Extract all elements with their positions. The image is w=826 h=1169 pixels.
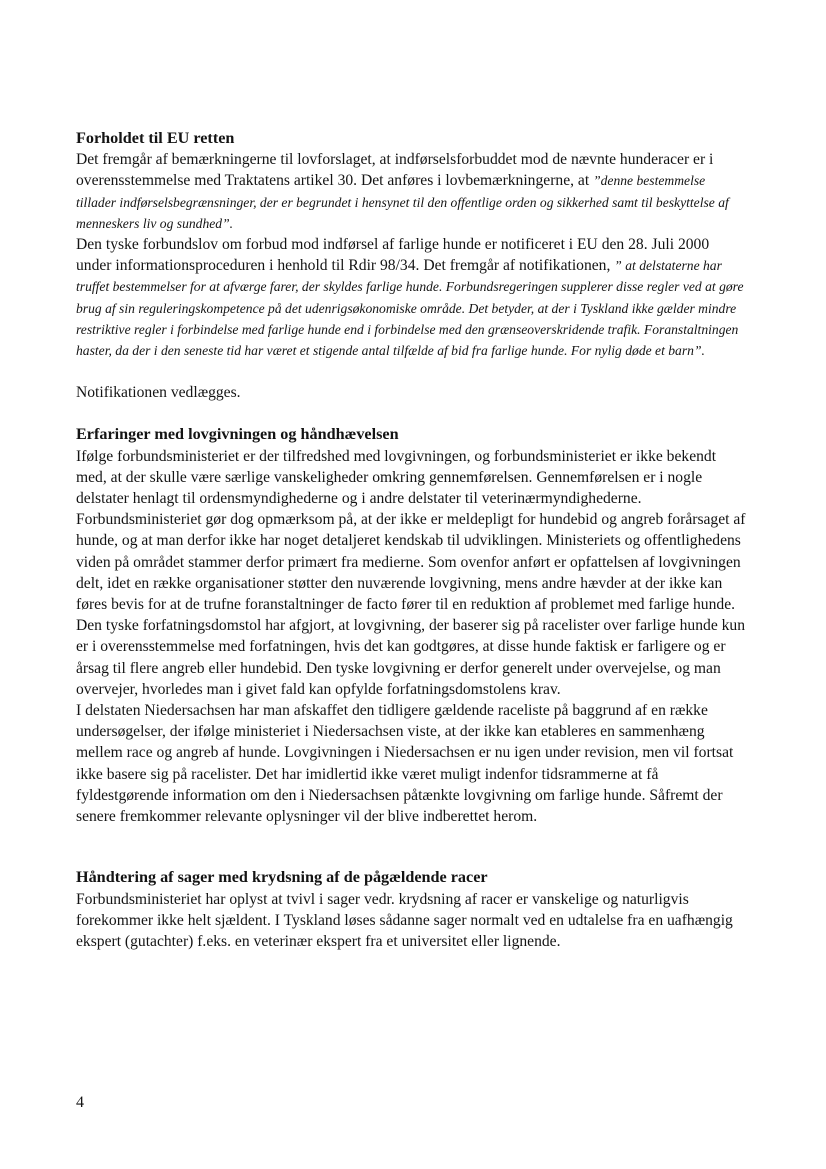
paragraph-eu-law-2 [76,234,748,361]
document-body [76,128,748,952]
paragraph-text: Det fremgår af bemærkningerne til lovforslaget, at indførselsforbuddet mod de nævnte hunderacer er i overensstemmelse med Traktatens artikel 30. Det anføres i lovbemærkningerne, at [76,151,714,190]
section-heading-experience: Erfaringer med lovgivningen og håndhævelsen [76,425,399,444]
paragraph-experience-3: I delstaten Niedersachsen har man afskaffet den tidligere gældende raceliste på baggrund af en række undersøgelser, der ifølge ministeriet i Niedersachsen viste, at der ikke kan etableres en sammenhæng mellem race og angreb af hunde. Lovgivningen i Niedersachsen er nu igen under revision, men vil fortsat ikke basere sig på racelister. Det har imidlertid ikke været muligt indenfor tidsrammerne at få fyldestgørende information om den i Niedersachsen påtænkte lovgivning om farlige hunde. Såfremt der senere fremkommer relevante oplysninger vil der blive indberettet herom. [76,702,734,826]
section-heading-crossbreeds: Håndtering af sager med krydsning af de pågældende racer [76,868,488,887]
paragraph-experience-2: Den tyske forfatningsdomstol har afgjort, at lovgivning, der baserer sig på racelister over farlige hunde kun er i overensstemmelse med forfatningen, hvis det kan godtgøres, at disse hunde faktisk er farligere og er årsag til flere angreb eller hundebid. Den tyske lovgivning er derfor generelt under overvejelse, og man overvejer, hvorledes man i givet fald kan opfylde forfatningsdomstolens krav. [76,617,746,698]
paragraph-crossbreeds-1: Forbundsministeriet har oplyst at tvivl i sager vedr. krydsning af racer er vanskelige og naturligvis forekommer ikke helt sjældent. I Tyskland løses sådanne sager normalt ved en udtalelse fra en uafhængig ekspert (gutachter) f.eks. en veterinær ekspert fra et universitet eller lignende. [76,890,733,950]
italic-quote: ” at delstaterne har truffet bestemmelser for at afværge farer, der skyldes farlige hunde. Forbundsregeringen supplerer disse regler ved at gøre brug af sin reguleringskompetence på det udenrigsøkonomiske område. Det betyder, at der i Tyskland ikke gælder mindre restriktive regler i forbindelse med farlige hunde end i forbindelse med den grænseoverskridende trafik. Foranstaltningen haster, da der i den seneste tid har været et stigende antal tilfælde af bid fra farlige hunde. For nylig døde et barn”. [76,258,744,359]
paragraph-eu-law-1 [76,149,748,234]
paragraph-spacer [76,403,748,424]
paragraph-experience-1: Ifølge forbundsministeriet er der tilfredshed med lovgivningen, og forbundsministeriet er ikke bekendt med, at der skulle være særlige vanskeligheder omkring gennemførelsen. Gennemførelsen er i nogle delstater henlagt til ordensmyndighederne og i andre delstater til veterinærmyndighederne. Forbundsministeriet gør dog opmærksom på, at der ikke er meldepligt for hundebid og angreb forårsaget af hunde, og at man derfor ikke har noget detaljeret kendskab til udviklingen. Ministeriets og offentlighedens viden på området stammer derfor primært fra medierne. Som ovenfor anført er opfattelsen af lovgivningen delt, idet en række organisationer støtter den nuværende lovgivning, mens andre hævder at der ikke kan føres bevis for at de trufne foranstaltninger de facto fører til en reduktion af problemet med farlige hunde. [76,447,746,614]
page-number: 4 [76,1094,84,1111]
paragraph-notification: Notifikationen vedlægges. [76,384,241,402]
paragraph-text: Den tyske forbundslov om forbud mod indførsel af farlige hunde er notificeret i EU den 28. Juli 2000 under informationsproceduren i henhold til Rdir 98/34. Det fremgår af notifikationen, [76,236,710,275]
paragraph-spacer [76,361,748,382]
section-heading-eu-law: Forholdet til EU retten [76,129,235,147]
italic-quote: ”denne bestemmelse tillader indførselsbegrænsninger, der er begrundet i hensynet til den offentlige orden og sikkerhed samt til beskyttelse af menneskers liv og sundhed”. [76,173,729,231]
paragraph-spacer [76,827,748,867]
